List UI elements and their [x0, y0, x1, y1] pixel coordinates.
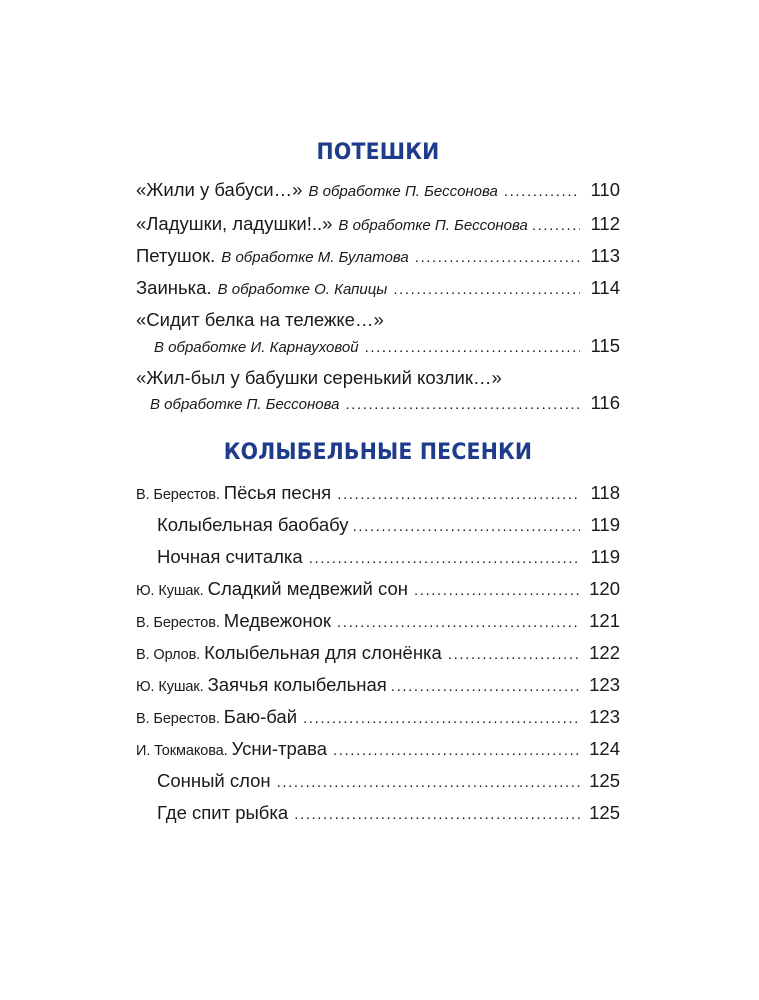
entry-author: В. Берестов.: [136, 711, 220, 727]
page-number: 122: [589, 642, 620, 663]
page-number: 125: [589, 770, 620, 791]
dot-leader: [414, 579, 580, 603]
entry-title: Где спит рыбка: [157, 802, 289, 823]
entry-title: Колыбельная для слонёнка: [204, 642, 442, 663]
entry-note: В обработке П. Бессонова: [150, 396, 340, 413]
entry-author: И. Токмакова.: [136, 743, 228, 759]
entry-author: В. Берестов.: [136, 487, 220, 503]
toc-entry[interactable]: [136, 705, 620, 729]
entry-author: В. Берестов.: [136, 615, 220, 631]
page-number: 120: [589, 578, 620, 599]
entry-title: Баю-бай: [223, 706, 298, 727]
dot-leader: [309, 547, 580, 571]
toc-entry-title-line[interactable]: [136, 308, 620, 332]
toc-entry[interactable]: [136, 178, 620, 202]
dot-leader: [415, 246, 580, 270]
page-number: 118: [590, 482, 620, 503]
dot-leader: [353, 515, 580, 539]
page-number: 113: [590, 245, 620, 266]
dot-leader: [333, 739, 580, 763]
entry-author: Ю. Кушак.: [136, 583, 204, 599]
toc-entry-note-line[interactable]: [154, 334, 620, 358]
entry-note: В обработке П. Бессонова: [338, 217, 528, 234]
entry-title: Заячья колыбельная: [207, 674, 387, 695]
entry-note: В обработке И. Карнауховой: [154, 339, 359, 356]
section-title-lullabies: КОЛЫБЕЛЬНЫЕ ПЕСЕНКИ: [223, 440, 533, 465]
dot-leader: [294, 803, 580, 827]
entry-title: «Жили у бабуси…»: [136, 179, 303, 200]
dot-leader: [391, 675, 580, 699]
entry-note: В обработке О. Капицы: [217, 281, 388, 298]
dot-leader: [532, 214, 580, 238]
toc-entry[interactable]: [136, 609, 620, 633]
toc-entry[interactable]: [136, 276, 620, 300]
page-number: 110: [590, 179, 620, 200]
entry-title: Сладкий медвежий сон: [207, 578, 408, 599]
entry-author: Ю. Кушак.: [136, 679, 204, 695]
entry-title: Колыбельная баобабу: [157, 514, 349, 535]
page-number: 116: [590, 392, 620, 413]
toc-entry[interactable]: [157, 769, 620, 793]
dot-leader: [365, 336, 580, 360]
entry-author: В. Орлов.: [136, 647, 201, 663]
page-number: 115: [590, 335, 620, 356]
page-number: 121: [589, 610, 620, 631]
entry-title: Заинька.: [136, 277, 212, 298]
dot-leader: [303, 707, 580, 731]
toc-entry[interactable]: [136, 481, 620, 505]
dot-leader: [345, 393, 580, 417]
page-number: 112: [590, 213, 620, 234]
page-number: 125: [589, 802, 620, 823]
toc-entry[interactable]: [157, 513, 620, 537]
toc-entry[interactable]: [136, 737, 620, 761]
dot-leader: [337, 483, 580, 507]
section-title-poteshki: ПОТЕШКИ: [316, 140, 440, 165]
entry-title: «Жил-был у бабушки серенький козлик…»: [136, 367, 502, 388]
entry-title: «Сидит белка на тележке…»: [136, 309, 384, 330]
page-number: 123: [589, 706, 620, 727]
entry-title: Петушок.: [136, 245, 216, 266]
toc-entry-title-line[interactable]: [136, 366, 620, 390]
entry-title: «Ладушки, ладушки!..»: [136, 213, 333, 234]
toc-entry[interactable]: [136, 641, 620, 665]
dot-leader: [504, 180, 580, 204]
entry-title: Ночная считалка: [157, 546, 303, 567]
entry-title: Сонный слон: [157, 770, 271, 791]
dot-leader: [277, 771, 580, 795]
toc-entry[interactable]: [136, 577, 620, 601]
entry-title: Усни-трава: [231, 738, 327, 759]
dot-leader: [448, 643, 580, 667]
dot-leader: [337, 611, 580, 635]
page-number: 114: [590, 277, 620, 298]
entry-title: Медвежонок: [223, 610, 332, 631]
page-number: 123: [589, 674, 620, 695]
toc-entry[interactable]: [136, 244, 620, 268]
toc-entry[interactable]: [157, 545, 620, 569]
entry-note: В обработке М. Булатова: [221, 249, 409, 266]
toc-entry[interactable]: [136, 673, 620, 697]
toc-entry-note-line[interactable]: [150, 391, 620, 415]
toc-entry[interactable]: [136, 212, 620, 236]
page-number: 124: [589, 738, 620, 759]
page-number: 119: [590, 514, 620, 535]
toc-entry[interactable]: [157, 801, 620, 825]
entry-note: В обработке П. Бессонова: [308, 183, 498, 200]
page-number: 119: [590, 546, 620, 567]
entry-title: Пёсья песня: [223, 482, 332, 503]
dot-leader: [393, 278, 580, 302]
